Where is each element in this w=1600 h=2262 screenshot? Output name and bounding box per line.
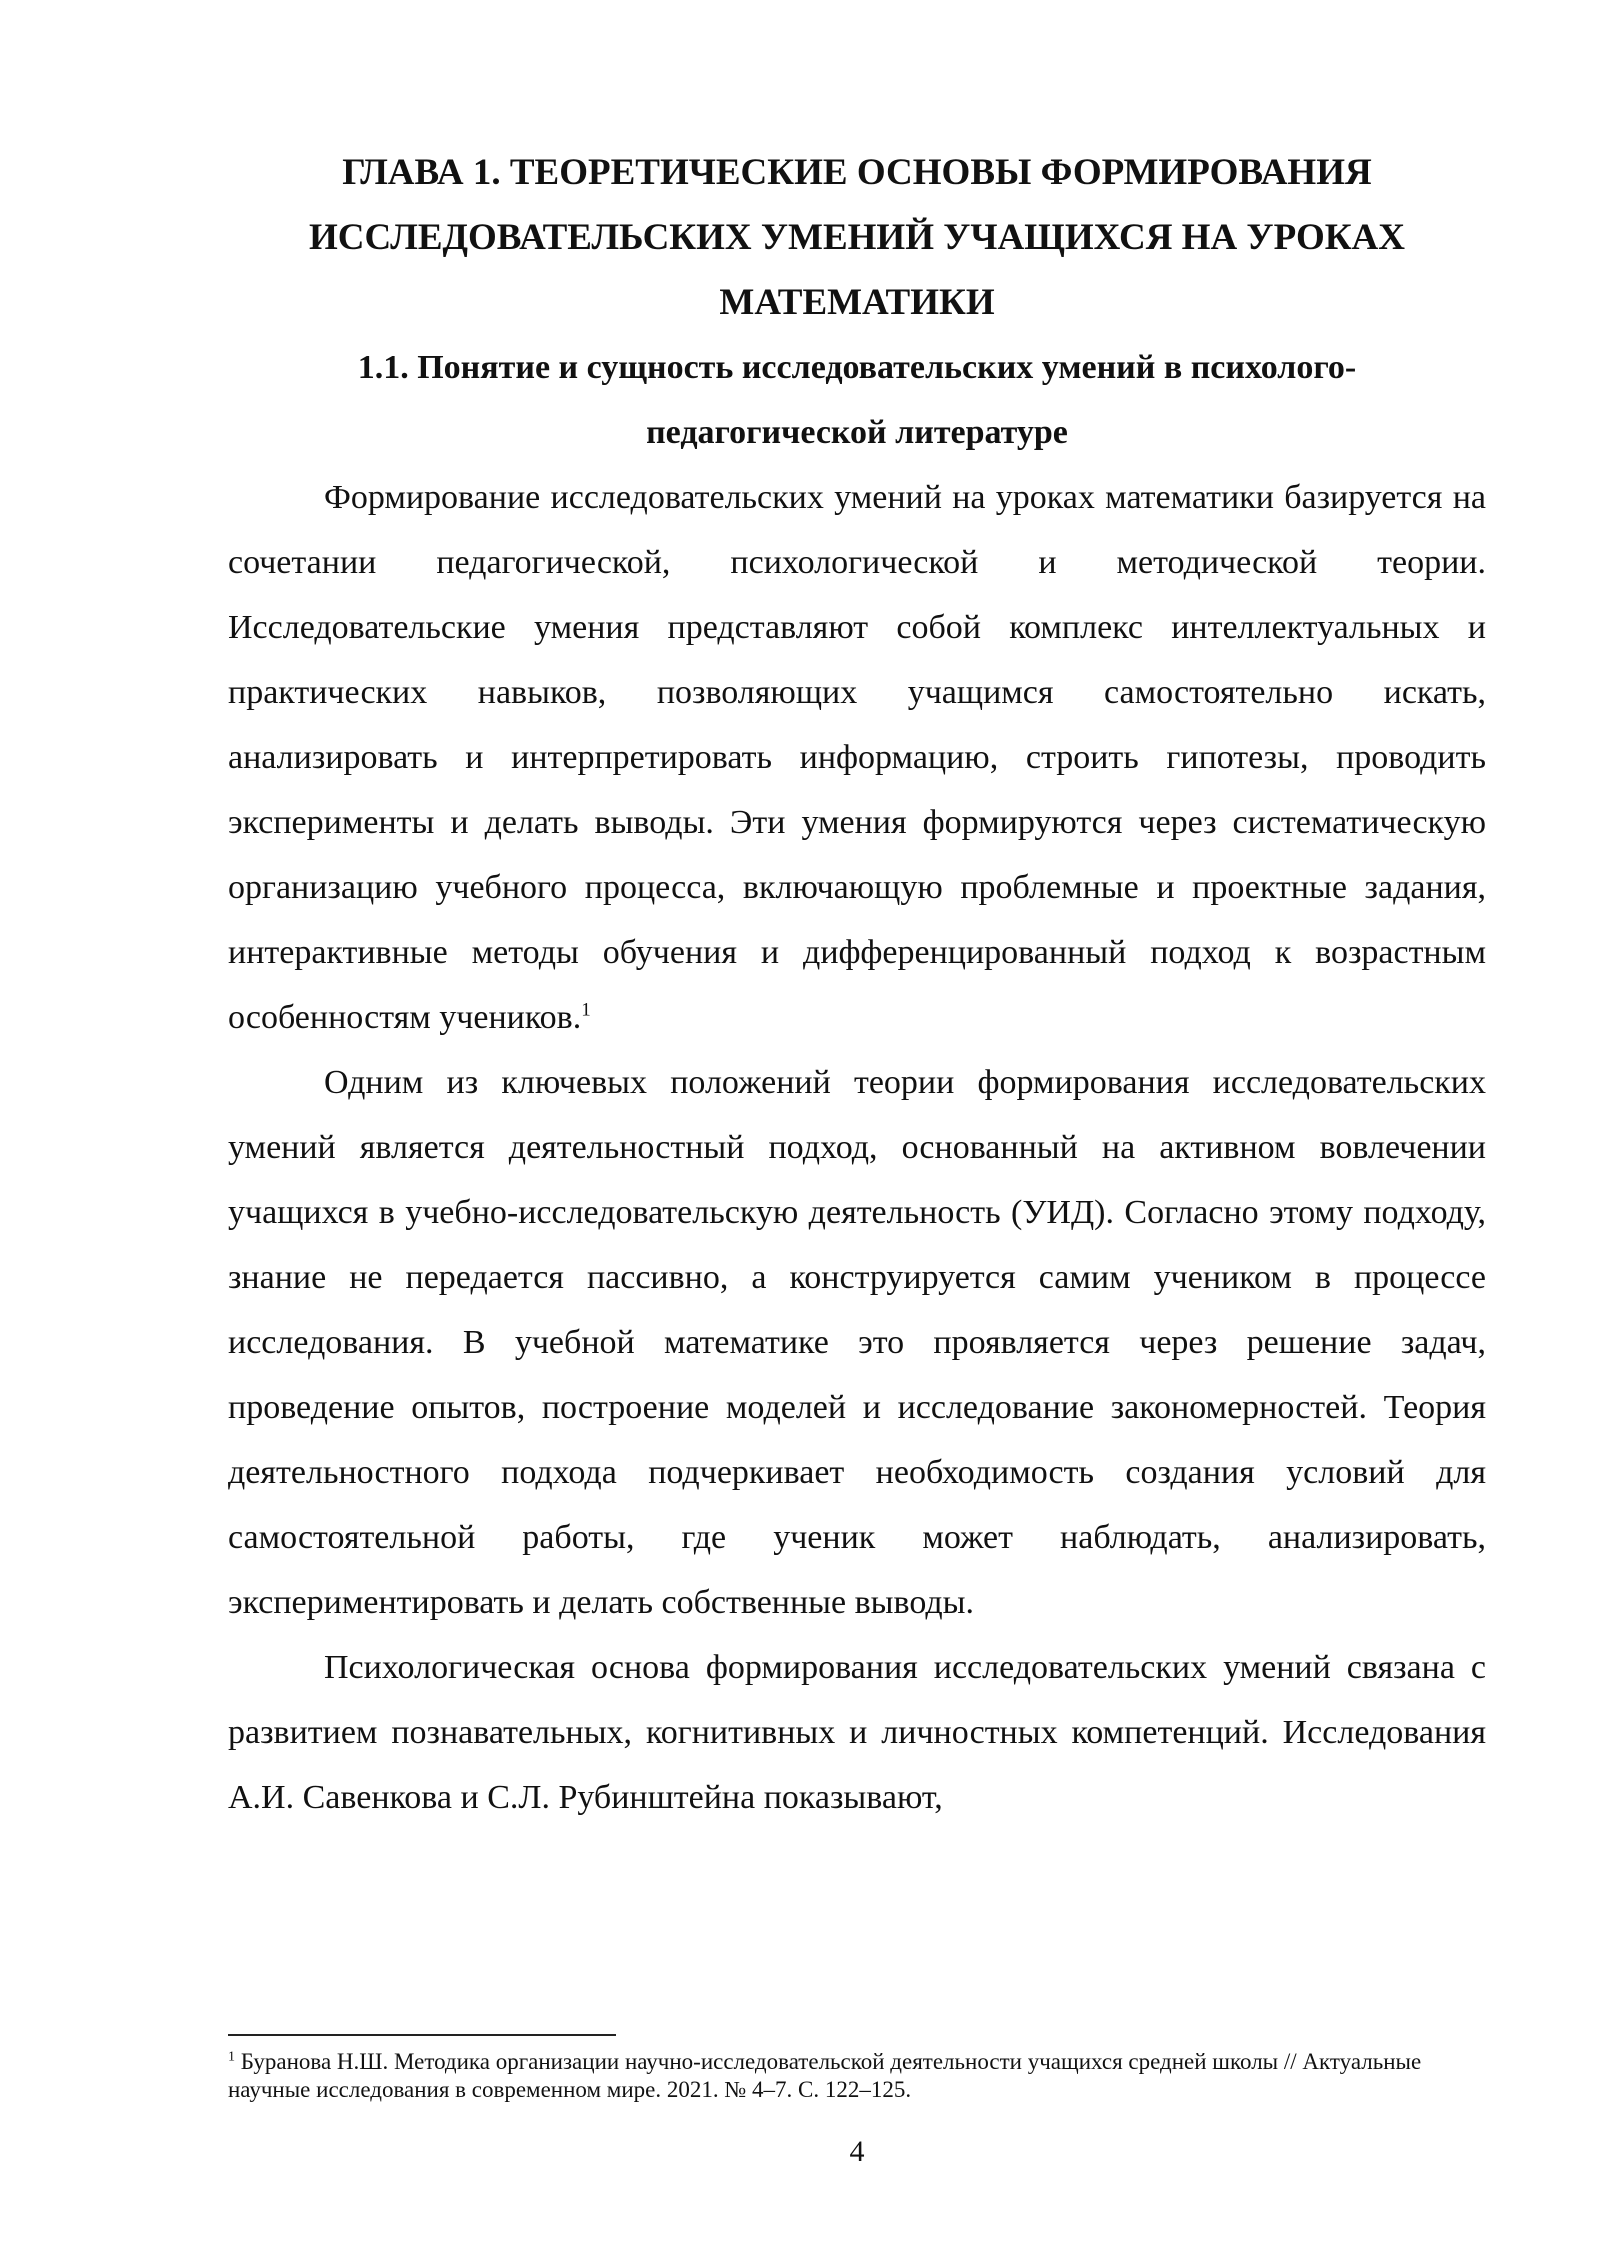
paragraph-2-text: Одним из ключевых положений теории формирования исследовательских умений является деятельностный подход, основанный на активном вовлечении учащихся в учебно-исследовательскую деятельность (УИД). Согласно этому подходу, знание не передается пассивно, а конструируется самим учеником в процессе исследования. В учебной математике это проявляется через решение задач, проведение опытов, построение моделей и исследование закономерностей. Теория деятельностного подхода подчеркивает необходимость создания условий для самостоятельной работы, где ученик может наблюдать, анализировать, экспериментировать и делать собственные выводы. [228, 1064, 1486, 1621]
paragraph-3-text: Психологическая основа формирования исследовательских умений связана с развитием познавательных, когнитивных и личностных компетенций. Исследования А.И. Савенкова и С.Л. Рубинштейна показывают, [228, 1649, 1486, 1816]
page-body [228, 140, 1486, 1830]
footnote-text: Буранова Н.Ш. Методика организации научно-исследовательской деятельности учащихся средней школы // Актуальные научные исследования в современном мире. 2021. № 4–7. С. 122–125. [228, 2049, 1422, 2102]
section-title-line-1: 1.1. Понятие и сущность исследовательских умений в психолого- [357, 349, 1357, 386]
footnote-reference[interactable]: 1 [581, 999, 591, 1021]
chapter-title-line-1: ГЛАВА 1. ТЕОРЕТИЧЕСКИЕ ОСНОВЫ ФОРМИРОВАНИЯ [342, 152, 1372, 193]
page-number: 4 [849, 2135, 865, 2168]
chapter-title-line-3: МАТЕМАТИКИ [719, 282, 995, 323]
paragraph-2 [228, 1050, 1486, 1635]
chapter-title-line-2: ИССЛЕДОВАТЕЛЬСКИХ УМЕНИЙ УЧАЩИХСЯ НА УРОКАХ [309, 217, 1405, 258]
chapter-title [228, 140, 1486, 335]
section-title-line-2: педагогической литературе [646, 414, 1068, 451]
paragraph-1 [228, 465, 1486, 1050]
paragraph-1-text: Формирование исследовательских умений на уроках математики базируется на сочетании педагогической, психологической и методической теории. Исследовательские умения представляют собой комплекс интеллектуальных и практических навыков, позволяющих учащимся самостоятельно искать, анализировать и интерпретировать информацию, строить гипотезы, проводить эксперименты и делать выводы. Эти умения формируются через систематическую организацию учебного процесса, включающую проблемные и проектные задания, интерактивные методы обучения и дифференцированный подход к возрастным особенностям учеников. [228, 479, 1486, 1036]
footnote [228, 2048, 1486, 2104]
section-title [228, 335, 1486, 465]
paragraph-3 [228, 1635, 1486, 1830]
footnote-marker: 1 [228, 2049, 235, 2065]
footnote-separator [228, 2034, 616, 2036]
